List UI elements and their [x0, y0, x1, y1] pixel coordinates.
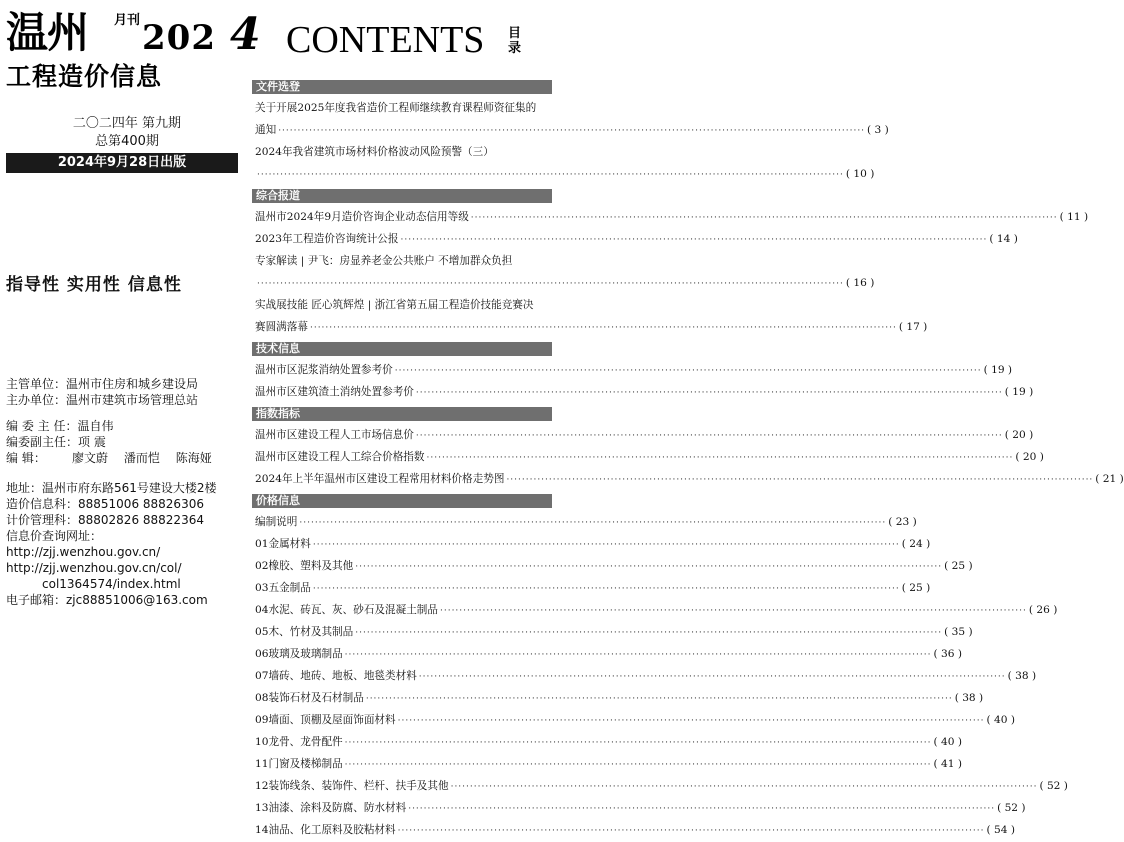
magazine-title: 温州	[6, 8, 89, 57]
toc-entry[interactable]	[252, 163, 875, 185]
toc-entry-title: 实战展技能 匠心筑辉煌 | 浙江省第五届工程造价技能竞赛决	[255, 299, 534, 311]
toc-page: ( 35 )	[944, 626, 973, 638]
toc-page: ( 52 )	[1039, 780, 1068, 792]
toc-entry[interactable]	[252, 753, 962, 775]
editors-row	[6, 450, 240, 466]
leader-dots	[366, 687, 953, 710]
editors-label: 编 辑：	[6, 451, 46, 465]
toc-category: 指数指标	[252, 407, 552, 421]
slogan: 指导性 实用性 信息性	[6, 275, 182, 295]
toc-page: ( 26 )	[1028, 604, 1058, 616]
toc-entry[interactable]	[252, 775, 1068, 797]
toc-entry[interactable]	[252, 599, 1058, 621]
toc-entry[interactable]	[252, 316, 928, 338]
editors-names	[72, 450, 224, 466]
organizer-unit: 主办单位：温州市建筑市场管理总站	[6, 393, 199, 407]
website-url[interactable]: http://zjj.wenzhou.gov.cn/	[6, 545, 161, 559]
toc-entry-title: 通知	[255, 124, 277, 136]
website-label: 信息价查询网址：	[6, 529, 103, 543]
toc-page: ( 10 )	[845, 168, 875, 180]
editorial-block	[6, 418, 240, 466]
toc-page: ( 19 )	[1004, 386, 1034, 398]
mulu-label: 目录	[508, 26, 522, 56]
toc-entry[interactable]	[252, 424, 1034, 446]
leader-dots	[257, 163, 844, 186]
toc-entry[interactable]	[252, 141, 552, 163]
toc-entry-title: 温州市区建设工程人工综合价格指数	[255, 451, 425, 463]
toc-entry[interactable]	[252, 819, 1015, 841]
toc-category: 技术信息	[252, 342, 552, 356]
deputy-editor: 编委副主任：项 震	[6, 435, 106, 449]
website-url[interactable]: http://zjj.wenzhou.gov.cn/col/	[6, 561, 182, 575]
toc-entry-title: 温州市2024年9月造价咨询企业动态信用等级	[255, 211, 469, 223]
toc-entry-title: 01金属材料	[255, 538, 311, 550]
toc-entry[interactable]	[252, 709, 1015, 731]
leader-dots	[395, 359, 982, 382]
toc-page: ( 16 )	[845, 277, 875, 289]
toc-entry-title: 09墙面、顶棚及屋面饰面材料	[255, 714, 396, 726]
toc-entry-title: 13油漆、涂料及防腐、防水材料	[255, 802, 407, 814]
editor-name: 廖文蔚	[72, 451, 109, 465]
leader-dots	[398, 819, 985, 842]
toc-page: ( 14 )	[989, 233, 1018, 245]
year-label: 202	[142, 18, 216, 58]
total-issue-number: 总第400期	[95, 134, 159, 149]
toc-category: 综合报道	[252, 189, 552, 203]
toc-page: ( 25 )	[901, 582, 931, 594]
toc-page: ( 36 )	[933, 648, 962, 660]
toc-entry-title: 08装饰石材及石材制品	[255, 692, 364, 704]
leader-dots	[345, 643, 932, 666]
price-info-list	[252, 511, 1068, 841]
issue-number: 二〇二四年 第九期	[72, 116, 182, 131]
toc-page: ( 3 )	[867, 124, 889, 136]
toc-entry-title: 温州市区建设工程人工市场信息价	[255, 429, 414, 441]
toc-entry[interactable]	[252, 555, 973, 577]
toc-entry-title: 07墙砖、地砖、地板、地毯类材料	[255, 670, 417, 682]
toc-page: ( 52 )	[997, 802, 1026, 814]
toc-entry-title: 11门窗及楼梯制品	[255, 758, 343, 770]
toc-page: ( 54 )	[986, 824, 1015, 836]
toc-category: 价格信息	[252, 494, 552, 508]
leader-dots	[451, 775, 1038, 798]
editor-name: 潘而恺	[123, 451, 160, 465]
toc-entry-title: 04水泥、砖瓦、灰、砂石及混凝土制品	[255, 604, 438, 616]
leader-dots	[299, 511, 886, 534]
toc-entry-title: 编制说明	[255, 516, 298, 528]
table-of-contents	[252, 80, 1124, 841]
toc-page: ( 21 )	[1095, 473, 1124, 485]
leader-dots	[408, 797, 995, 820]
toc-entry-title: 2023年工程造价咨询统计公报	[255, 233, 399, 245]
toc-page: ( 19 )	[983, 364, 1013, 376]
leader-dots	[506, 468, 1093, 491]
toc-page: ( 38 )	[1007, 670, 1037, 682]
leader-dots	[440, 599, 1027, 622]
leader-dots	[416, 381, 1003, 404]
toc-page: ( 11 )	[1059, 211, 1089, 223]
leader-dots	[313, 533, 900, 556]
leader-dots	[355, 621, 942, 644]
toc-entry[interactable]	[252, 533, 931, 555]
toc-entry[interactable]	[252, 97, 552, 119]
leader-dots	[257, 272, 844, 295]
toc-entry-title: 02橡胶、塑料及其他	[255, 560, 354, 572]
contents-heading: CONTENTS	[286, 19, 485, 61]
toc-entry[interactable]	[252, 468, 1124, 490]
toc-entry-title: 14油品、化工原料及胶粘材料	[255, 824, 396, 836]
toc-page: ( 23 )	[888, 516, 917, 528]
leader-dots	[427, 446, 1014, 469]
toc-entry[interactable]	[252, 687, 984, 709]
leader-dots	[278, 119, 865, 142]
toc-entry[interactable]	[252, 228, 1018, 250]
toc-entry[interactable]	[252, 272, 875, 294]
year-last-digit: 4	[230, 9, 261, 60]
toc-entry[interactable]	[252, 665, 1037, 687]
email[interactable]: 电子邮箱：zjc88851006@163.com	[6, 593, 208, 607]
toc-page: ( 25 )	[944, 560, 973, 572]
toc-page: ( 38 )	[954, 692, 984, 704]
toc-entry[interactable]	[252, 359, 1013, 381]
leader-dots	[345, 731, 932, 754]
sponsor-block	[6, 376, 240, 408]
host-unit: 主管单位：温州市住房和城乡建设局	[6, 377, 199, 391]
toc-entry[interactable]	[252, 577, 931, 599]
toc-page: ( 24 )	[901, 538, 931, 550]
chief-editor: 编 委 主 任：温自伟	[6, 419, 114, 433]
toc-entry-title: 温州市区泥浆消纳处置参考价	[255, 364, 393, 376]
toc-category: 文件选登	[252, 80, 552, 94]
phone-pricing-management: 计价管理科：88802826 88822364	[6, 513, 204, 527]
toc-entry-title: 06玻璃及玻璃制品	[255, 648, 343, 660]
toc-entry[interactable]	[252, 731, 962, 753]
toc-entry-title: 03五金制品	[255, 582, 311, 594]
toc-entry[interactable]	[252, 797, 1026, 819]
leader-dots	[313, 577, 900, 600]
leader-dots	[398, 709, 985, 732]
leader-dots	[416, 424, 1003, 447]
toc-entry-title: 12装饰线条、装饰件、栏杆、扶手及其他	[255, 780, 449, 792]
website-url[interactable]: col1364574/index.html	[42, 577, 181, 591]
toc-page: ( 17 )	[898, 321, 928, 333]
toc-entry[interactable]	[252, 446, 1044, 468]
toc-entry-title: 关于开展2025年度我省造价工程师继续教育课程师资征集的	[255, 102, 537, 114]
monthly-label: 月刊	[114, 13, 141, 28]
toc-entry[interactable]	[252, 511, 917, 533]
magazine-subtitle: 工程造价信息	[6, 62, 163, 91]
toc-entry[interactable]	[252, 294, 552, 316]
leader-dots	[471, 206, 1058, 229]
toc-entry[interactable]	[252, 621, 973, 643]
toc-page: ( 20 )	[1015, 451, 1044, 463]
leader-dots	[355, 555, 942, 578]
toc-entry-title: 专家解读 | 尹飞：房显养老金公共账户 不增加群众负担	[255, 255, 513, 267]
toc-page: ( 41 )	[933, 758, 962, 770]
editor-name: 陈海娅	[175, 451, 212, 465]
toc-entry-title: 2024年上半年温州市区建设工程常用材料价格走势图	[255, 473, 505, 485]
contact-block	[6, 480, 240, 608]
toc-entry-title: 2024年我省建筑市场材料价格波动风险预警（三）	[255, 146, 494, 158]
leader-dots	[310, 316, 897, 339]
toc-page: ( 40 )	[986, 714, 1015, 726]
toc-entry[interactable]	[252, 643, 962, 665]
toc-entry-title: 05木、竹材及其制品	[255, 626, 354, 638]
toc-page: ( 40 )	[933, 736, 962, 748]
toc-entry[interactable]	[252, 206, 1089, 228]
toc-entry[interactable]	[252, 250, 552, 272]
toc-entry[interactable]	[252, 381, 1034, 403]
toc-page: ( 20 )	[1004, 429, 1034, 441]
address: 地址：温州市府东路561号建设大楼2楼	[6, 481, 217, 495]
toc-entry[interactable]	[252, 119, 889, 141]
toc-entry-title: 温州市区建筑渣土消纳处置参考价	[255, 386, 414, 398]
phone-pricing-info: 造价信息科：88851006 88826306	[6, 497, 204, 511]
leader-dots	[419, 665, 1006, 688]
leader-dots	[345, 753, 932, 776]
leader-dots	[401, 228, 988, 251]
toc-entry-title: 10龙骨、龙骨配件	[255, 736, 343, 748]
publication-date: 2024年9月28日出版	[6, 153, 238, 173]
toc-entry-title: 赛圆满落幕	[255, 321, 308, 333]
